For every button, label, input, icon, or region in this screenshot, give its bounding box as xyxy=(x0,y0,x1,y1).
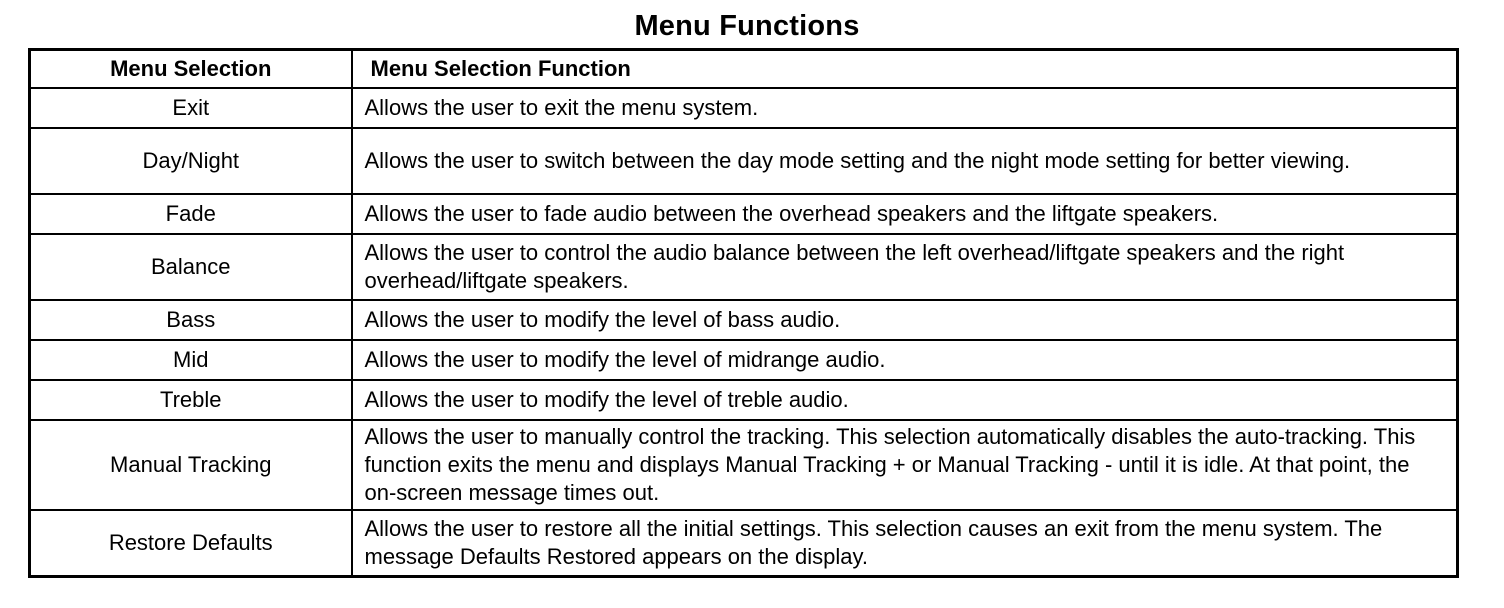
function-cell: Allows the user to fade audio between the overhead speakers and the liftgate speakers. xyxy=(352,194,1458,234)
selection-cell: Manual Tracking xyxy=(30,420,352,510)
table-row xyxy=(30,420,1458,510)
selection-cell: Exit xyxy=(30,88,352,128)
function-cell: Allows the user to modify the level of treble audio. xyxy=(352,380,1458,420)
function-cell: Allows the user to modify the level of bass audio. xyxy=(352,300,1458,340)
table-row xyxy=(30,88,1458,128)
table-row xyxy=(30,300,1458,340)
function-cell: Allows the user to restore all the initial settings. This selection causes an exit from the menu system. The message Defaults Restored appears on the display. xyxy=(352,510,1458,577)
selection-cell: Mid xyxy=(30,340,352,380)
table-row xyxy=(30,340,1458,380)
function-cell: Allows the user to control the audio balance between the left overhead/liftgate speakers and the right overhead/liftgate speakers. xyxy=(352,234,1458,300)
table-header-row xyxy=(30,50,1458,89)
table-row xyxy=(30,380,1458,420)
function-cell: Allows the user to switch between the day mode setting and the night mode setting for better viewing. xyxy=(352,128,1458,194)
selection-cell: Bass xyxy=(30,300,352,340)
selection-cell: Restore Defaults xyxy=(30,510,352,577)
function-cell: Allows the user to manually control the tracking. This selection automatically disables the auto-tracking. This function exits the menu and displays Manual Tracking + or Manual Tracking - until it is idle. At that point, the on-screen message times out. xyxy=(352,420,1458,510)
table-row xyxy=(30,128,1458,194)
function-cell: Allows the user to exit the menu system. xyxy=(352,88,1458,128)
selection-cell: Treble xyxy=(30,380,352,420)
selection-cell: Day/Night xyxy=(30,128,352,194)
function-cell: Allows the user to modify the level of midrange audio. xyxy=(352,340,1458,380)
selection-cell: Balance xyxy=(30,234,352,300)
header-menu-selection-function: Menu Selection Function xyxy=(352,50,1458,89)
header-menu-selection: Menu Selection xyxy=(30,50,352,89)
menu-functions-table xyxy=(28,48,1459,578)
selection-cell: Fade xyxy=(30,194,352,234)
page-title: Menu Functions xyxy=(634,10,860,42)
table-row xyxy=(30,194,1458,234)
table-row xyxy=(30,510,1458,577)
table-row xyxy=(30,234,1458,300)
